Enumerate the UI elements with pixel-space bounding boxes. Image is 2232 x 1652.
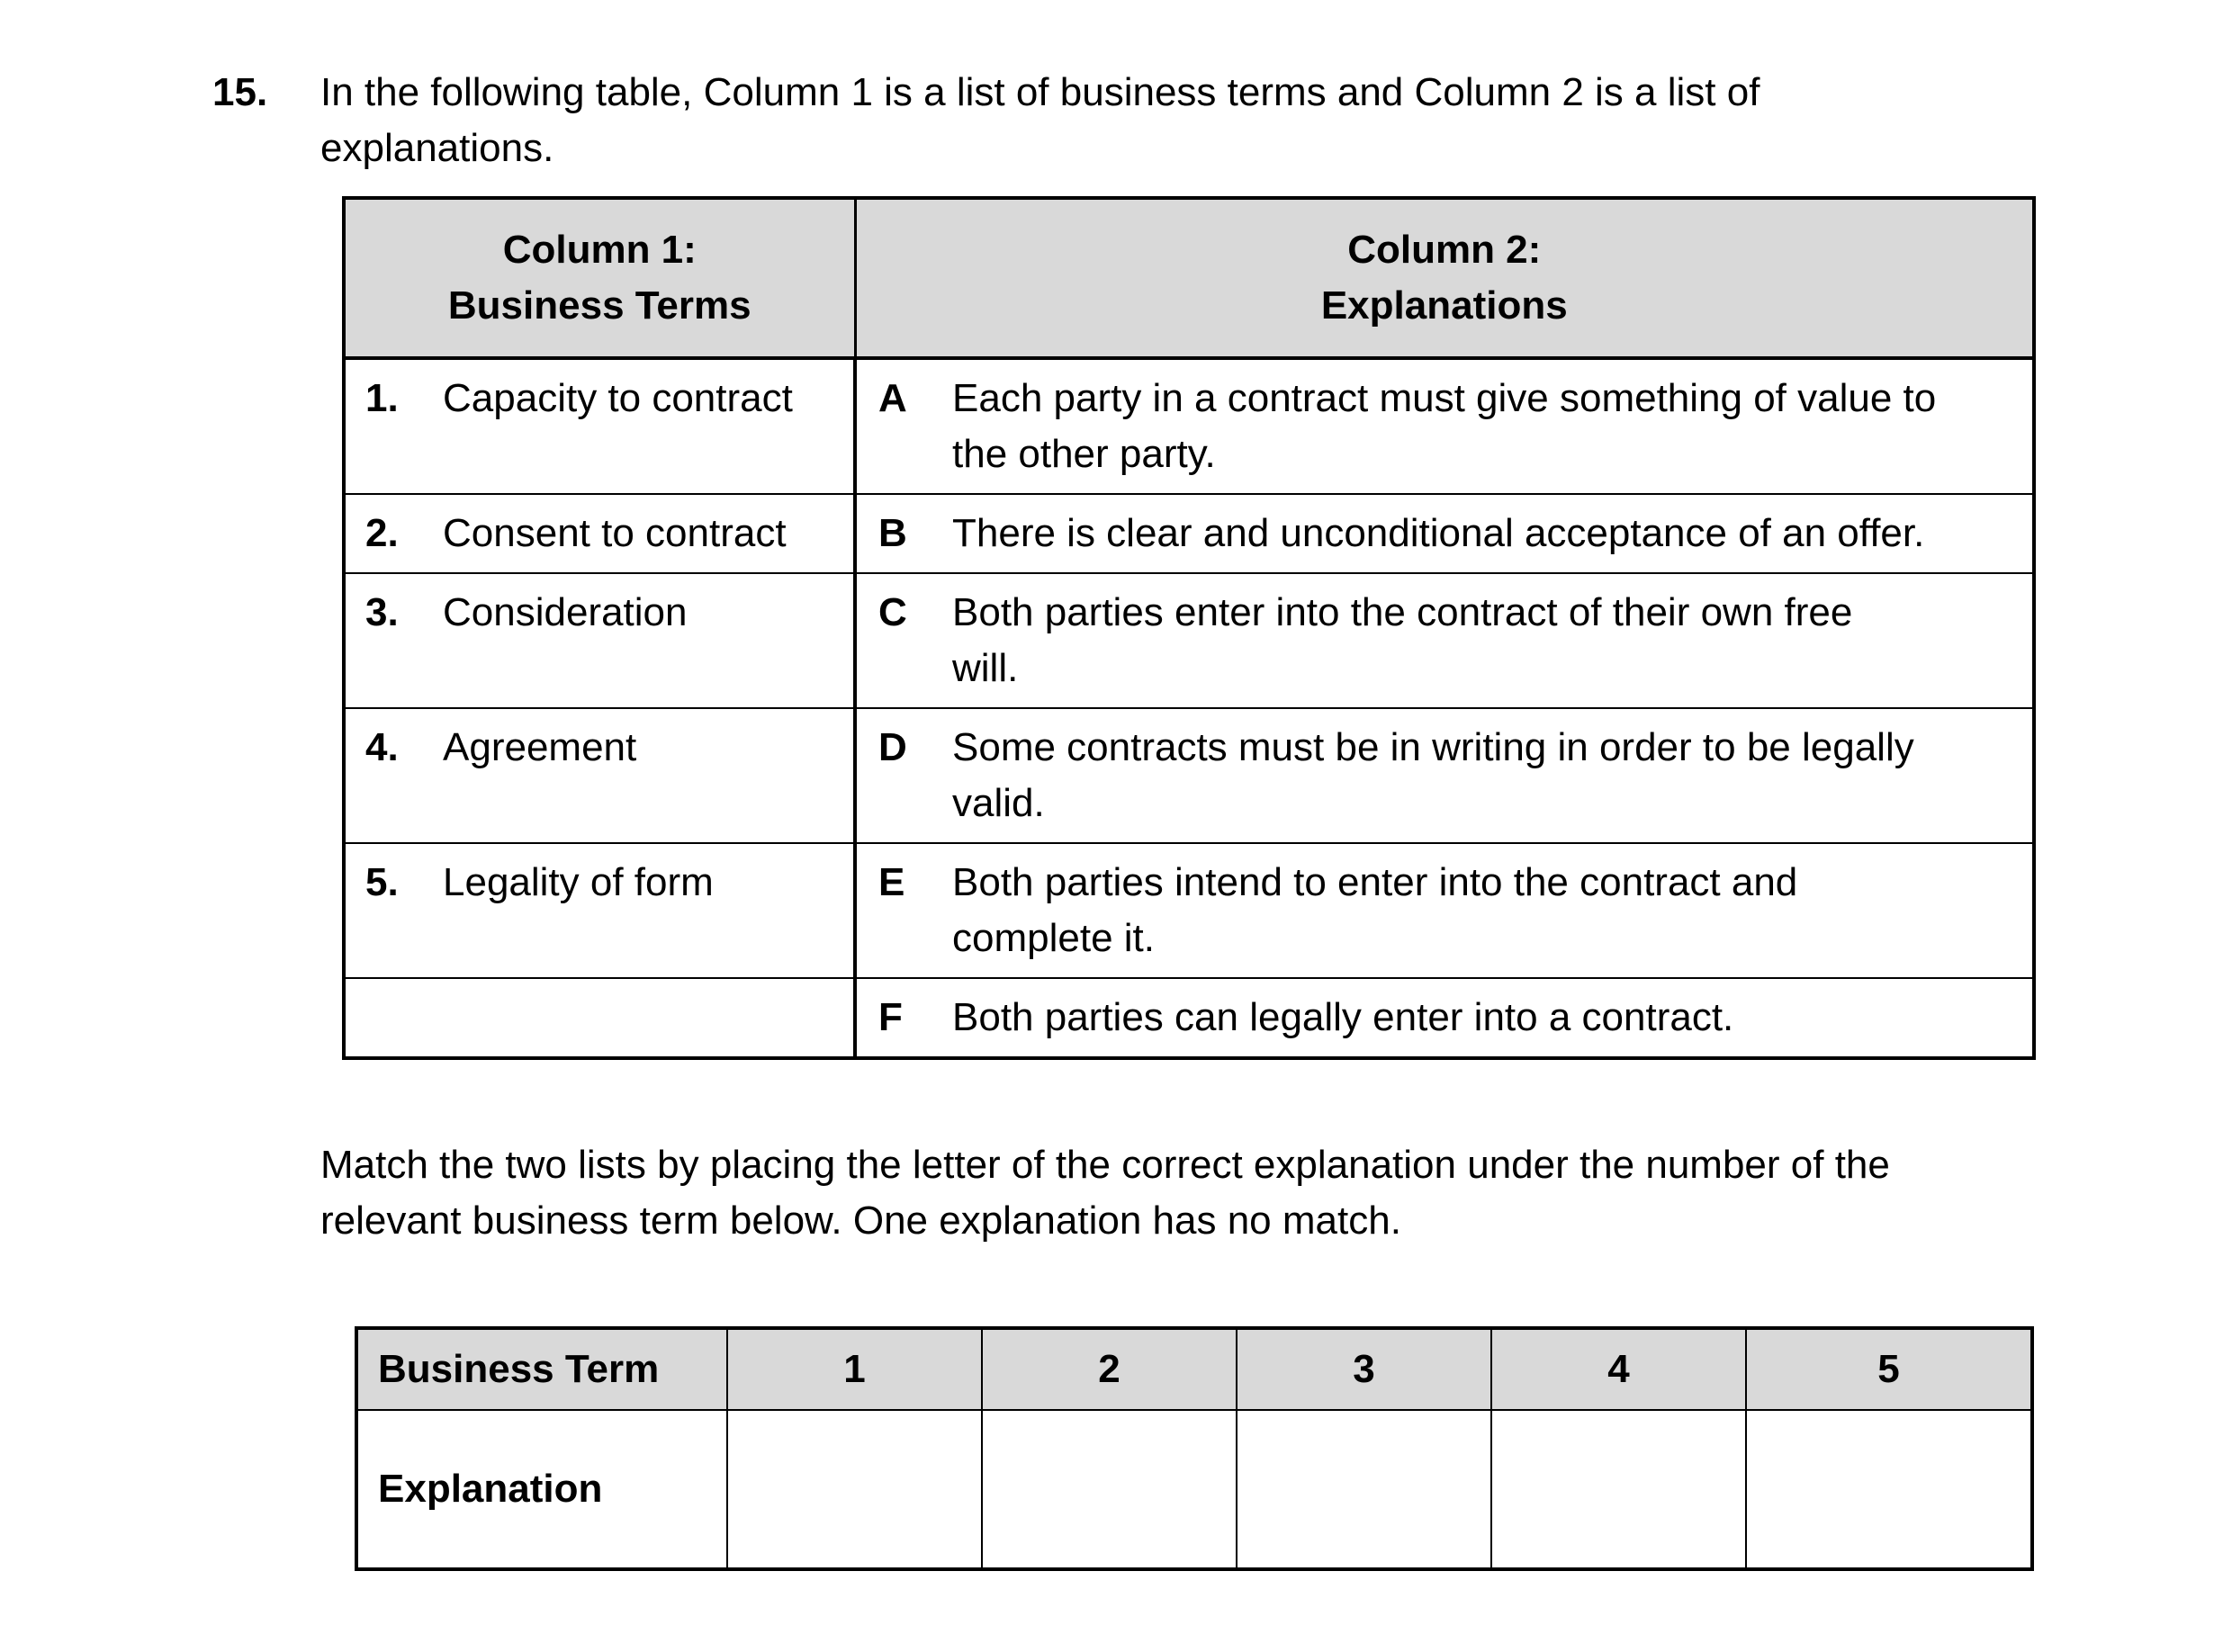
column2-header-line2: Explanations (1320, 283, 1568, 328)
question-text-line2: explanations. (320, 126, 554, 170)
term-label: Consent to contract (443, 511, 787, 555)
term-cell-empty (344, 978, 855, 1058)
answer-cell-2[interactable] (982, 1410, 1237, 1569)
matching-table-header-row (344, 198, 2034, 358)
explanation-letter: D (878, 725, 907, 769)
term-cell (344, 358, 855, 494)
explanation-cell (855, 708, 2034, 843)
term-label: Agreement (443, 725, 637, 769)
instructions-line1: Match the two lists by placing the letter of the correct explanation under the number of the (320, 1143, 1890, 1187)
explanation-cell (855, 494, 2034, 573)
term-cell (344, 843, 855, 978)
term-label: Legality of form (443, 860, 714, 904)
term-number: 1. (365, 376, 399, 420)
explanation-line2: will. (952, 646, 1019, 690)
explanation-letter: C (878, 590, 907, 634)
term-column-header: 1 (727, 1328, 982, 1410)
explanation-line2: the other party. (952, 432, 1216, 476)
business-term-label: Business Term (356, 1328, 727, 1410)
instructions-line2: relevant business term below. One explanation has no match. (320, 1199, 1401, 1243)
explanation-letter: E (878, 860, 905, 904)
term-cell (344, 573, 855, 708)
answer-row (356, 1410, 2032, 1569)
answer-table (355, 1326, 2034, 1571)
explanation-letter: F (878, 995, 903, 1039)
explanation-cell (855, 978, 2034, 1058)
table-row (344, 494, 2034, 573)
explanation-line1: There is clear and unconditional acceptance of an offer. (952, 511, 1925, 555)
explanation-line1: Some contracts must be in writing in order to be legally (952, 725, 1914, 769)
term-number: 3. (365, 590, 399, 634)
explanation-line1: Both parties can legally enter into a contract. (952, 995, 1734, 1039)
answer-cell-1[interactable] (727, 1410, 982, 1569)
term-column-header: 5 (1746, 1328, 2032, 1410)
column2-header (855, 198, 2034, 358)
question-number: 15. (212, 70, 268, 114)
explanation-letter: A (878, 376, 907, 420)
column1-header (344, 198, 855, 358)
term-number: 2. (365, 511, 399, 555)
term-number: 4. (365, 725, 399, 769)
question-text (320, 65, 2030, 176)
table-row (344, 843, 2034, 978)
answer-cell-5[interactable] (1746, 1410, 2032, 1569)
table-row (344, 358, 2034, 494)
term-cell (344, 494, 855, 573)
term-column-header: 4 (1491, 1328, 1746, 1410)
answer-cell-3[interactable] (1237, 1410, 1491, 1569)
answer-header-row (356, 1328, 2032, 1410)
explanation-cell (855, 573, 2034, 708)
explanation-line1: Both parties intend to enter into the contract and (952, 860, 1798, 904)
explanation-label: Explanation (356, 1410, 727, 1569)
explanation-cell (855, 843, 2034, 978)
table-row (344, 978, 2034, 1058)
column1-header-line1: Column 1: (502, 228, 697, 272)
term-label: Capacity to contract (443, 376, 793, 420)
question-text-line1: In the following table, Column 1 is a list of business terms and Column 2 is a list of (320, 70, 1760, 114)
table-row (344, 708, 2034, 843)
explanation-line2: valid. (952, 781, 1045, 825)
term-cell (344, 708, 855, 843)
explanation-line1: Each party in a contract must give something of value to (952, 376, 1937, 420)
table-row (344, 573, 2034, 708)
instructions (320, 1137, 2075, 1249)
column1-header-line2: Business Terms (447, 283, 752, 328)
column2-header-line1: Column 2: (1347, 228, 1542, 272)
matching-table (342, 196, 2036, 1060)
term-label: Consideration (443, 590, 688, 634)
explanation-line2: complete it. (952, 916, 1155, 960)
explanation-cell (855, 358, 2034, 494)
explanation-line1: Both parties enter into the contract of their own free (952, 590, 1853, 634)
term-number: 5. (365, 860, 399, 904)
explanation-letter: B (878, 511, 907, 555)
term-column-header: 3 (1237, 1328, 1491, 1410)
term-column-header: 2 (982, 1328, 1237, 1410)
answer-cell-4[interactable] (1491, 1410, 1746, 1569)
